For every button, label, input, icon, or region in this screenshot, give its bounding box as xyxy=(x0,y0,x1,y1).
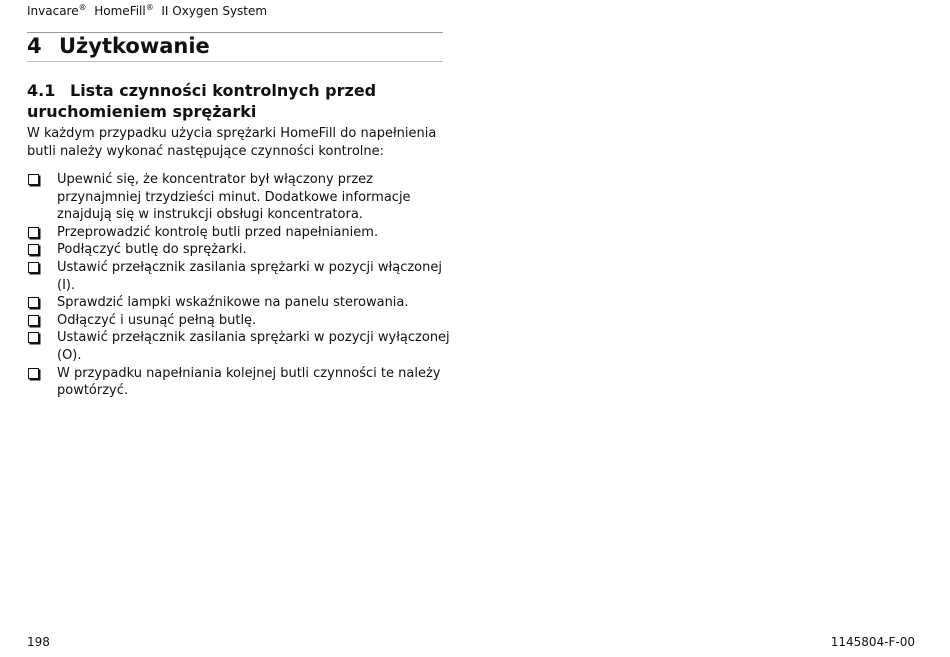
checklist-item xyxy=(27,294,457,312)
checklist-item xyxy=(27,365,457,400)
checklist-item xyxy=(27,241,457,259)
section-number: 4.1 xyxy=(27,81,56,100)
chapter-rule-top xyxy=(27,32,443,33)
checkbox-icon xyxy=(28,315,39,326)
chapter-number: 4 xyxy=(27,34,42,58)
checklist-item-text: Przeprowadzić kontrolę butli przed napełnianiem. xyxy=(57,224,379,240)
page-number: 198 xyxy=(27,635,50,649)
product-name: HomeFill xyxy=(94,4,146,18)
checklist xyxy=(27,171,457,400)
checklist-item-text: Ustawić przełącznik zasilania sprężarki w pozycji włączonej (I). xyxy=(57,259,442,293)
checklist-item-text: Upewnić się, że koncentrator był włączony przez przynajmniej trzydzieści minut. Dodatkowe informacje znajdują się w instrukcji obsługi koncentratora. xyxy=(57,172,411,223)
document-code: 1145804-F-00 xyxy=(830,635,915,649)
checkbox-icon xyxy=(28,262,39,273)
brand-registered-mark: ® xyxy=(78,3,87,12)
checkbox-icon xyxy=(28,297,39,308)
checkbox-icon xyxy=(28,174,39,185)
brand-name: Invacare xyxy=(27,4,79,18)
checklist-item xyxy=(27,312,457,330)
intro-paragraph: W każdym przypadku użycia sprężarki HomeFill do napełnienia butli należy wykonać następujące czynności kontrolne: xyxy=(27,126,437,159)
checkbox-icon xyxy=(28,244,39,255)
product-registered-mark: ® xyxy=(145,3,154,12)
checklist-item-text: W przypadku napełniania kolejnej butli czynności te należy powtórzyć. xyxy=(57,365,441,399)
checklist-item-text: Ustawić przełącznik zasilania sprężarki w pozycji wyłączonej (O). xyxy=(57,330,450,363)
checklist-item-text: Odłączyć i usunąć pełną butlę. xyxy=(57,312,257,328)
section-title-text: Lista czynności kontrolnych przed uruchomieniem sprężarki xyxy=(27,81,377,121)
checklist-item xyxy=(27,224,457,242)
product-suffix: II Oxygen System xyxy=(161,4,268,18)
checklist-item-text: Sprawdzić lampki wskaźnikowe na panelu sterowania. xyxy=(57,295,409,311)
checklist-item xyxy=(27,171,457,224)
section-title xyxy=(27,80,447,122)
chapter-title xyxy=(27,34,210,58)
checklist-item-text: Podłączyć butlę do sprężarki. xyxy=(57,242,247,258)
chapter-title-text: Użytkowanie xyxy=(59,34,210,58)
checkbox-icon xyxy=(28,227,39,238)
checklist-item xyxy=(27,259,457,294)
checklist-item xyxy=(27,329,457,364)
running-header xyxy=(27,4,267,18)
checkbox-icon xyxy=(28,332,39,343)
chapter-rule-bottom xyxy=(27,61,443,62)
checkbox-icon xyxy=(28,368,39,379)
